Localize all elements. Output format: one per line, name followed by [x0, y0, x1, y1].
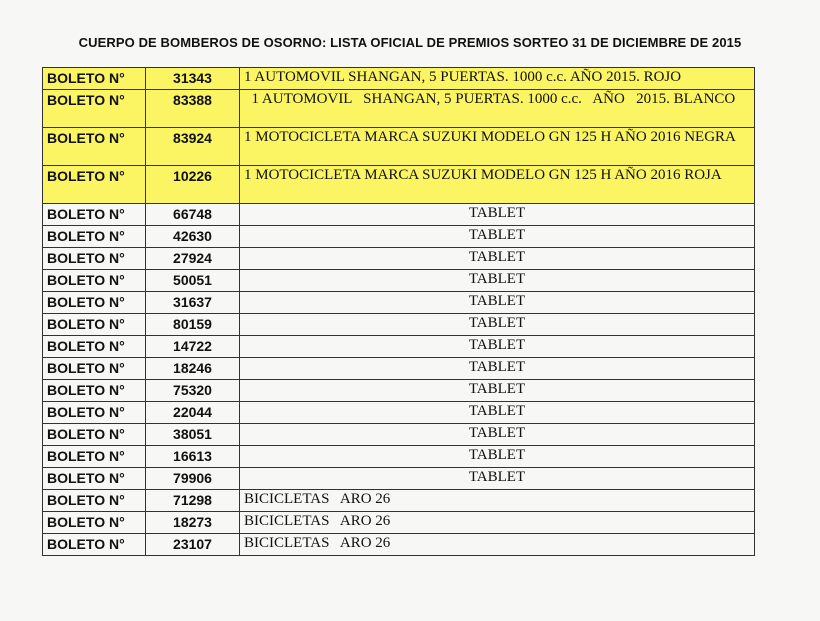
prize-description: TABLET	[240, 314, 755, 336]
ticket-label: BOLETO N°	[43, 490, 146, 512]
prize-list-table	[42, 67, 755, 556]
ticket-label: BOLETO N°	[43, 468, 146, 490]
table-row	[43, 292, 755, 314]
ticket-number: 50051	[146, 270, 240, 292]
prize-description: TABLET	[240, 292, 755, 314]
ticket-label: BOLETO N°	[43, 358, 146, 380]
prize-description: TABLET	[240, 468, 755, 490]
prize-description: TABLET	[240, 358, 755, 380]
prize-description: 1 AUTOMOVIL SHANGAN, 5 PUERTAS. 1000 c.c. AÑO 2015. ROJO	[240, 68, 755, 90]
prize-description: TABLET	[240, 204, 755, 226]
ticket-label: BOLETO N°	[43, 446, 146, 468]
ticket-number: 71298	[146, 490, 240, 512]
prize-description: TABLET	[240, 248, 755, 270]
ticket-label: BOLETO N°	[43, 292, 146, 314]
ticket-label: BOLETO N°	[43, 336, 146, 358]
ticket-number: 14722	[146, 336, 240, 358]
prize-description: TABLET	[240, 226, 755, 248]
ticket-number: 66748	[146, 204, 240, 226]
ticket-label: BOLETO N°	[43, 90, 146, 128]
ticket-number: 38051	[146, 424, 240, 446]
ticket-label: BOLETO N°	[43, 424, 146, 446]
prize-description: TABLET	[240, 336, 755, 358]
ticket-label: BOLETO N°	[43, 402, 146, 424]
ticket-number: 22044	[146, 402, 240, 424]
prize-description: 1 AUTOMOVIL SHANGAN, 5 PUERTAS. 1000 c.c. AÑO 2015. BLANCO	[240, 90, 755, 128]
table-row	[43, 424, 755, 446]
table-row	[43, 270, 755, 292]
prize-description: TABLET	[240, 270, 755, 292]
table-row	[43, 128, 755, 166]
table-row	[43, 248, 755, 270]
prize-description: TABLET	[240, 424, 755, 446]
ticket-number: 31343	[146, 68, 240, 90]
ticket-label: BOLETO N°	[43, 512, 146, 534]
ticket-number: 83924	[146, 128, 240, 166]
table-row	[43, 314, 755, 336]
ticket-number: 80159	[146, 314, 240, 336]
table-row	[43, 534, 755, 556]
ticket-number: 18273	[146, 512, 240, 534]
ticket-label: BOLETO N°	[43, 68, 146, 90]
table-row	[43, 68, 755, 90]
ticket-number: 31637	[146, 292, 240, 314]
ticket-label: BOLETO N°	[43, 270, 146, 292]
prize-description: 1 MOTOCICLETA MARCA SUZUKI MODELO GN 125 H AÑO 2016 NEGRA	[240, 128, 755, 166]
prize-description: 1 MOTOCICLETA MARCA SUZUKI MODELO GN 125 H AÑO 2016 ROJA	[240, 166, 755, 204]
ticket-label: BOLETO N°	[43, 128, 146, 166]
table-row	[43, 226, 755, 248]
ticket-label: BOLETO N°	[43, 314, 146, 336]
ticket-number: 16613	[146, 446, 240, 468]
table-row	[43, 204, 755, 226]
prize-description: BICICLETAS ARO 26	[240, 534, 755, 556]
ticket-label: BOLETO N°	[43, 534, 146, 556]
ticket-label: BOLETO N°	[43, 380, 146, 402]
table-row	[43, 446, 755, 468]
table-row	[43, 490, 755, 512]
prize-description: TABLET	[240, 380, 755, 402]
table-row	[43, 336, 755, 358]
ticket-number: 75320	[146, 380, 240, 402]
ticket-label: BOLETO N°	[43, 166, 146, 204]
ticket-label: BOLETO N°	[43, 226, 146, 248]
prize-description: BICICLETAS ARO 26	[240, 490, 755, 512]
table-row	[43, 380, 755, 402]
ticket-number: 83388	[146, 90, 240, 128]
ticket-number: 18246	[146, 358, 240, 380]
ticket-label: BOLETO N°	[43, 204, 146, 226]
ticket-number: 42630	[146, 226, 240, 248]
table-row	[43, 512, 755, 534]
document-title: CUERPO DE BOMBEROS DE OSORNO: LISTA OFICIAL DE PREMIOS SORTEO 31 DE DICIEMBRE DE 2015	[78, 35, 742, 50]
prize-description: TABLET	[240, 446, 755, 468]
ticket-label: BOLETO N°	[43, 248, 146, 270]
table-row	[43, 468, 755, 490]
ticket-number: 27924	[146, 248, 240, 270]
ticket-number: 23107	[146, 534, 240, 556]
prize-description: TABLET	[240, 402, 755, 424]
table-row	[43, 90, 755, 128]
prize-description: BICICLETAS ARO 26	[240, 512, 755, 534]
ticket-number: 10226	[146, 166, 240, 204]
ticket-number: 79906	[146, 468, 240, 490]
table-row	[43, 166, 755, 204]
table-row	[43, 358, 755, 380]
table-row	[43, 402, 755, 424]
